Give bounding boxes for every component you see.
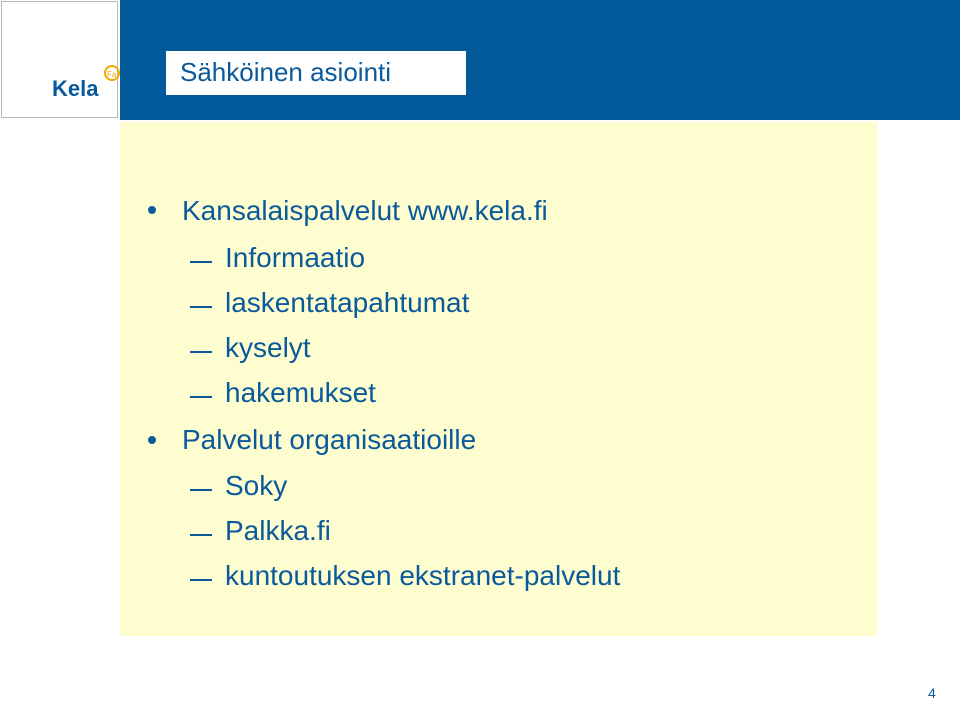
page-number: 4 xyxy=(928,685,936,701)
list-item-level2: hakemukset xyxy=(225,377,376,408)
kela-logo xyxy=(1,1,118,118)
slide-title: Sähköinen asiointi xyxy=(180,57,392,87)
dash-icon xyxy=(190,396,212,398)
list-item-level1: Kansalaispalvelut www.kela.fi xyxy=(182,195,548,226)
kela-logo-mark: Fa xyxy=(107,70,117,79)
list-item-level1: Palvelut organisaatioille xyxy=(182,424,477,455)
bullet-icon xyxy=(148,436,156,444)
dash-icon xyxy=(190,306,212,308)
list-item-level2: kyselyt xyxy=(225,332,311,363)
bullet-icon xyxy=(148,206,156,214)
list-item-level2: laskentatapahtumat xyxy=(225,287,470,318)
dash-icon xyxy=(190,351,212,353)
list-item-level2: Palkka.fi xyxy=(225,515,331,546)
dash-icon xyxy=(190,489,212,491)
list-item-level2: Soky xyxy=(225,470,288,501)
dash-icon xyxy=(190,261,212,263)
title-box xyxy=(166,51,466,95)
list-item-level2: kuntoutuksen ekstranet-palvelut xyxy=(225,560,621,591)
list-item-level2: Informaatio xyxy=(225,242,366,273)
dash-icon xyxy=(190,534,212,536)
kela-logo-wordmark: Kela xyxy=(52,76,99,101)
dash-icon xyxy=(190,579,212,581)
kela-logo-icon xyxy=(52,62,124,102)
